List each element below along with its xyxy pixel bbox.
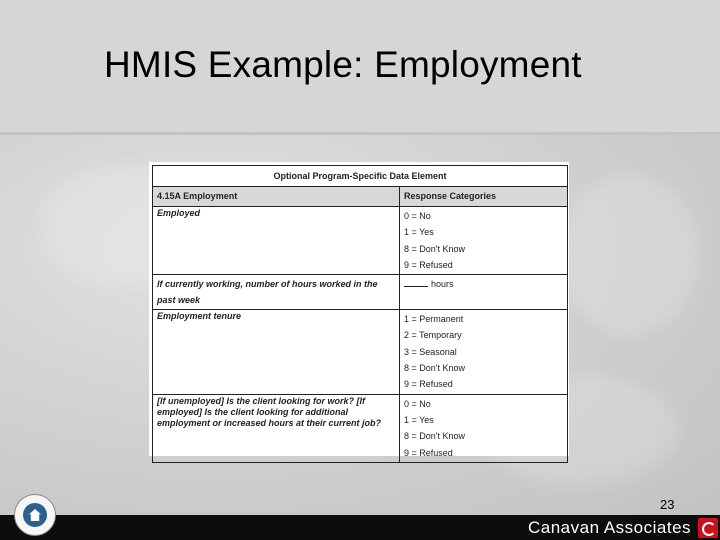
hud-seal-logo	[14, 494, 56, 536]
table-row	[153, 207, 568, 275]
column-header-responses: Response Categories	[400, 187, 568, 207]
table-row	[153, 275, 568, 310]
response-cell	[400, 310, 568, 394]
data-element-table-image	[149, 162, 569, 456]
slide-title: HMIS Example: Employment	[104, 44, 582, 85]
response-option: 9 = Refused	[404, 379, 453, 390]
response-option: 8 = Don't Know	[404, 243, 466, 254]
response-option: 1 = Yes	[404, 414, 434, 425]
response-cell	[400, 275, 568, 310]
response-option: 9 = Refused	[404, 259, 453, 270]
brand-name: Canavan Associates	[528, 518, 692, 537]
response-option: 0 = No	[404, 398, 431, 409]
table-title: Optional Program-Specific Data Element	[153, 166, 568, 187]
hours-blank	[404, 286, 428, 287]
question-cell: Employed	[153, 207, 400, 275]
column-header-element: 4.15A Employment	[153, 187, 400, 207]
response-cell	[400, 394, 568, 462]
response-cell	[400, 207, 568, 275]
response-option: 8 = Don't Know	[404, 431, 466, 442]
question-cell: Employment tenure	[153, 310, 400, 394]
brand-logo-icon	[698, 518, 718, 538]
question-cell: If currently working, number of hours worked in the past week	[153, 275, 400, 310]
table-row	[153, 310, 568, 394]
table-row	[153, 394, 568, 462]
response-option: 2 = Temporary	[404, 330, 462, 341]
page-number: 23	[660, 497, 675, 512]
response-option: 1 = Permanent	[404, 314, 464, 325]
response-option: 0 = No	[404, 211, 431, 221]
response-option: 9 = Refused	[404, 447, 453, 458]
question-cell: [If unemployed] Is the client looking for work? [If employed] Is the client looking for additional employment or increased hours at their current job?	[153, 394, 400, 462]
data-element-table	[152, 165, 568, 463]
response-option: 1 = Yes	[404, 227, 434, 238]
response-option: 8 = Don't Know	[404, 363, 466, 374]
response-option: hours	[431, 279, 454, 290]
response-option: 3 = Seasonal	[404, 346, 457, 357]
